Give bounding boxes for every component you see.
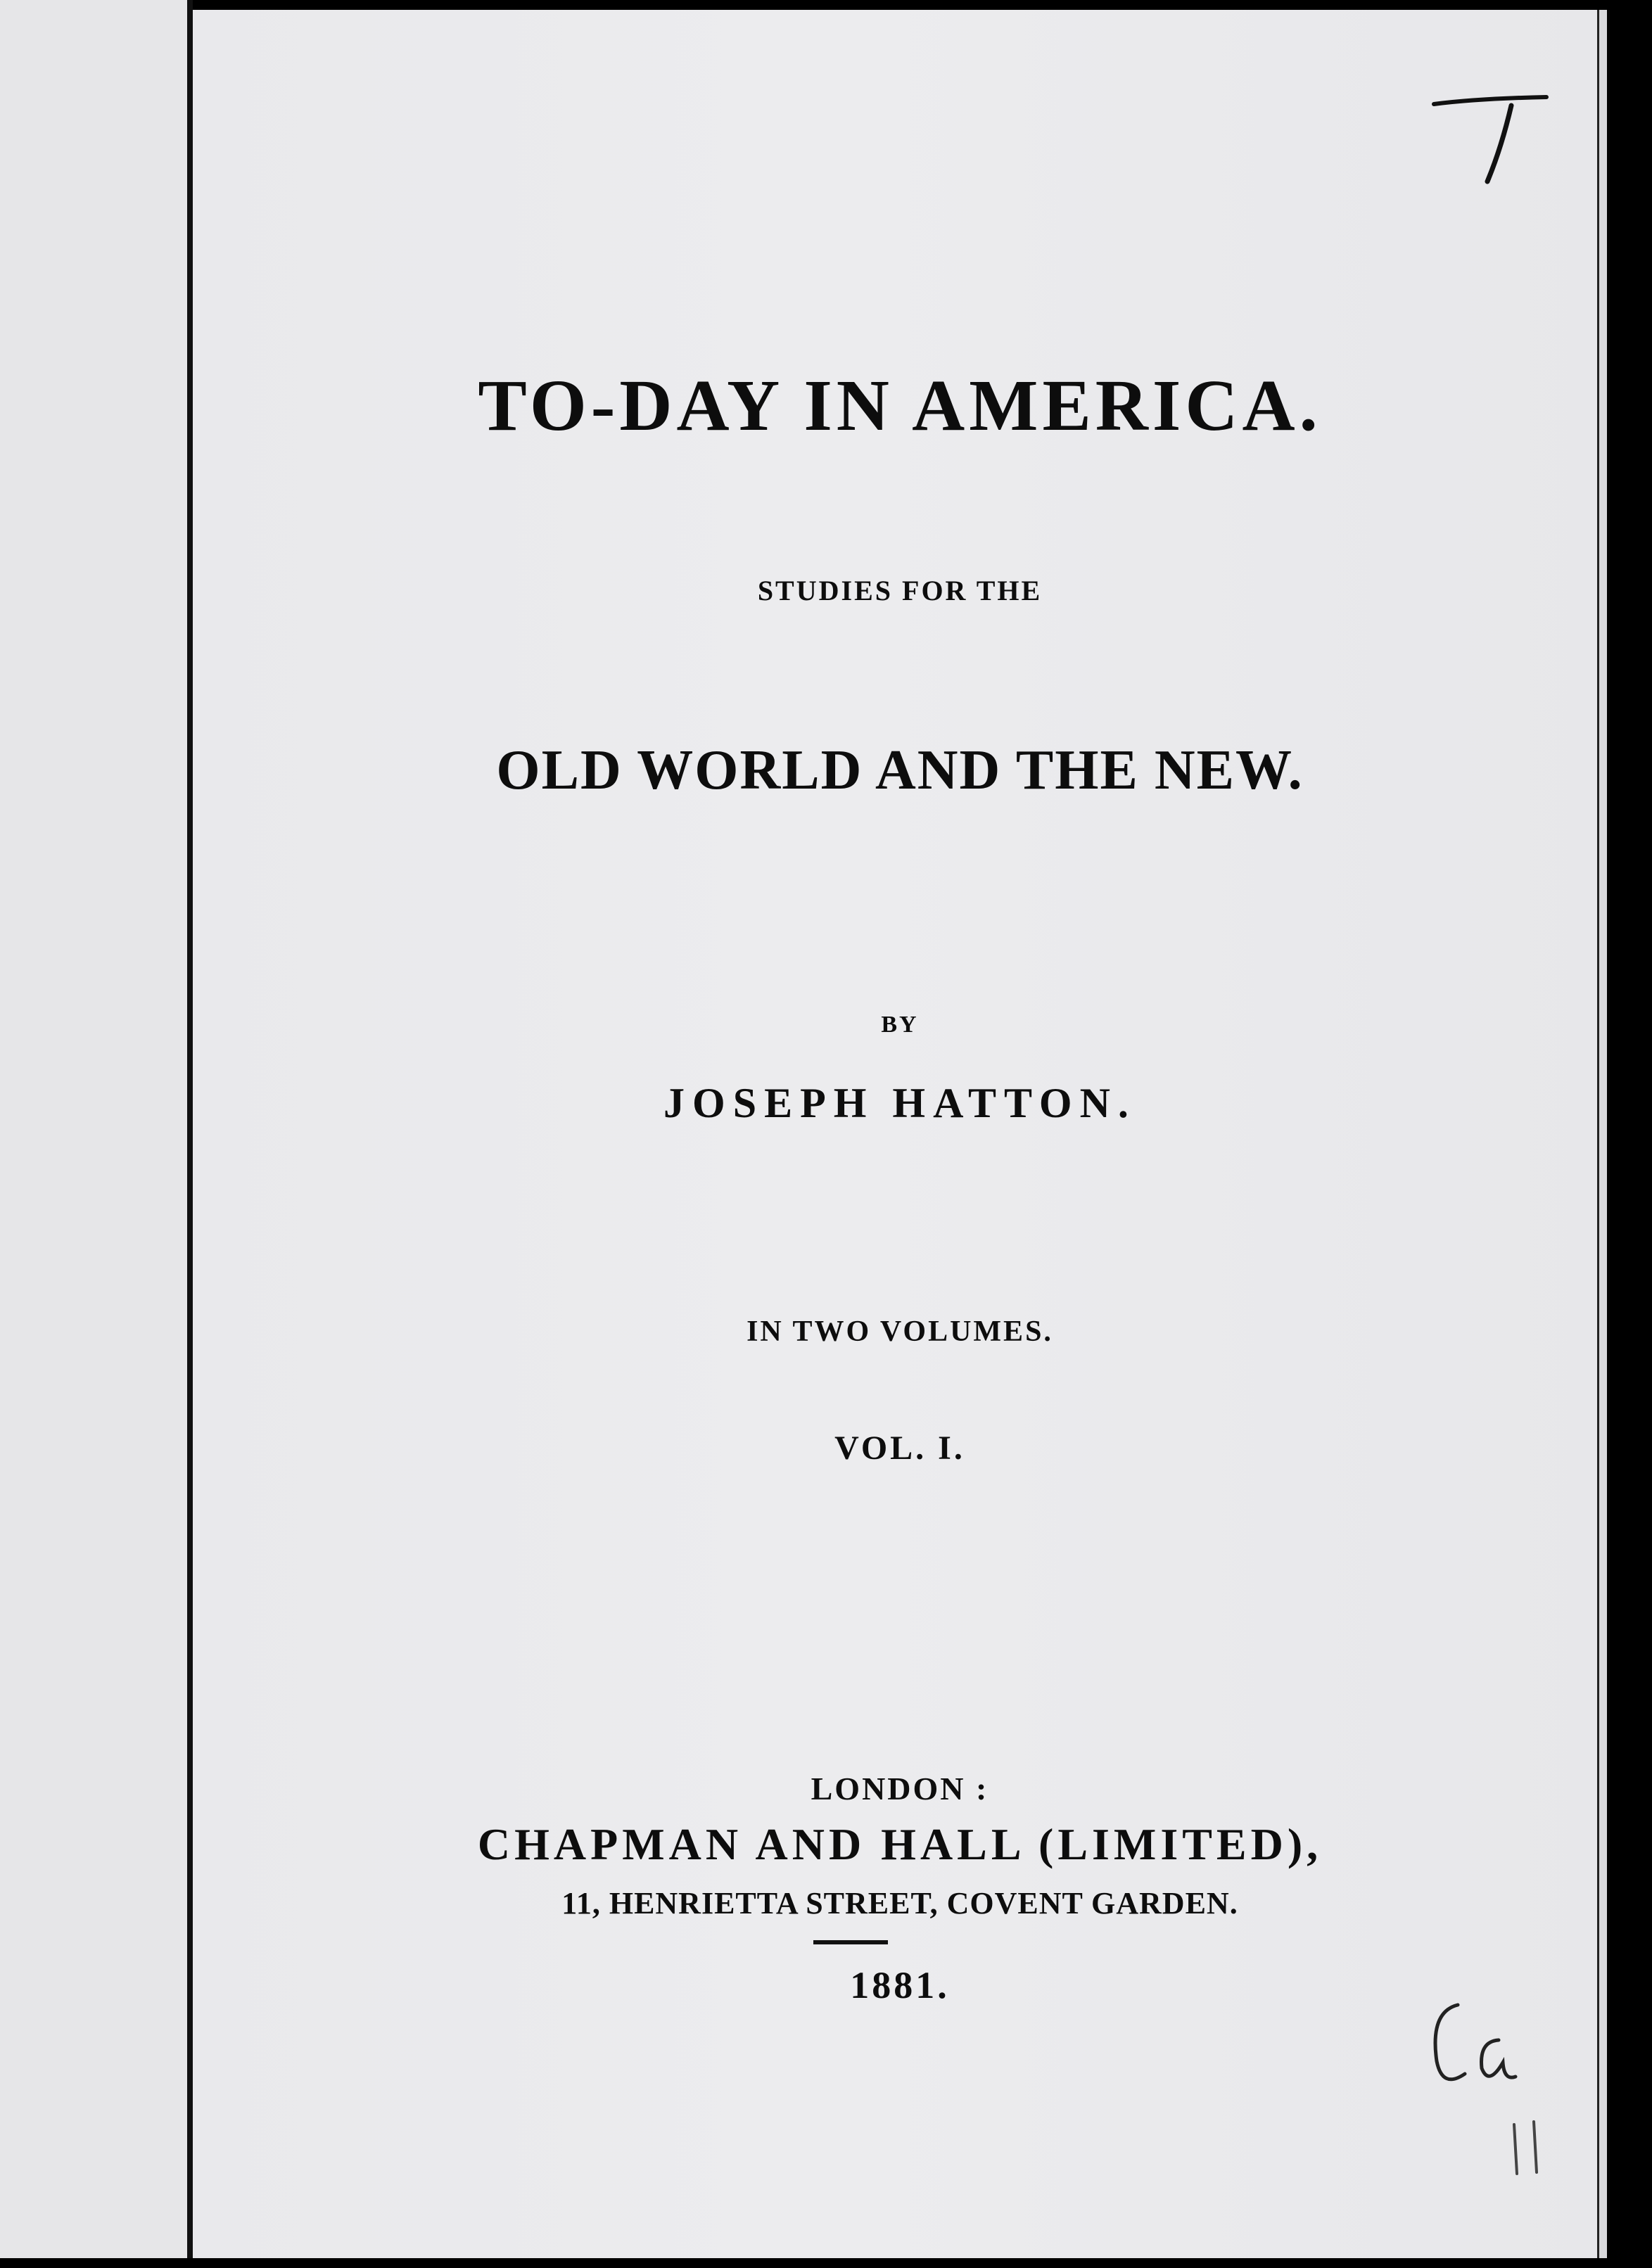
scan-border-bottom <box>0 2258 1652 2268</box>
imprint-publisher: CHAPMAN AND HALL (LIMITED), <box>477 1819 1323 1869</box>
scan-border-top <box>0 0 1652 10</box>
imprint-address: 11, HENRIETTA STREET, COVENT GARDEN. <box>561 1886 1238 1920</box>
scan-border-right <box>1607 0 1652 2268</box>
volume-number: VOL. I. <box>834 1429 965 1467</box>
author-name: JOSEPH HATTON. <box>663 1080 1136 1126</box>
facing-page-edge <box>0 0 189 2268</box>
volumes-note: IN TWO VOLUMES. <box>746 1315 1053 1348</box>
imprint-city: LONDON : <box>811 1771 989 1807</box>
imprint-rule <box>813 1940 888 1944</box>
handwritten-mark-bottom <box>1421 1984 1562 2195</box>
imprint-year: 1881. <box>850 1964 950 2006</box>
title-page <box>193 10 1607 2258</box>
subtitle-lead: STUDIES FOR THE <box>757 575 1043 606</box>
book-gutter <box>187 0 193 2268</box>
handwritten-mark-top <box>1428 84 1555 197</box>
book-title: TO-DAY IN AMERICA. <box>478 365 1322 446</box>
subtitle: OLD WORLD AND THE NEW. <box>496 739 1304 801</box>
by-line: BY <box>881 1012 919 1038</box>
